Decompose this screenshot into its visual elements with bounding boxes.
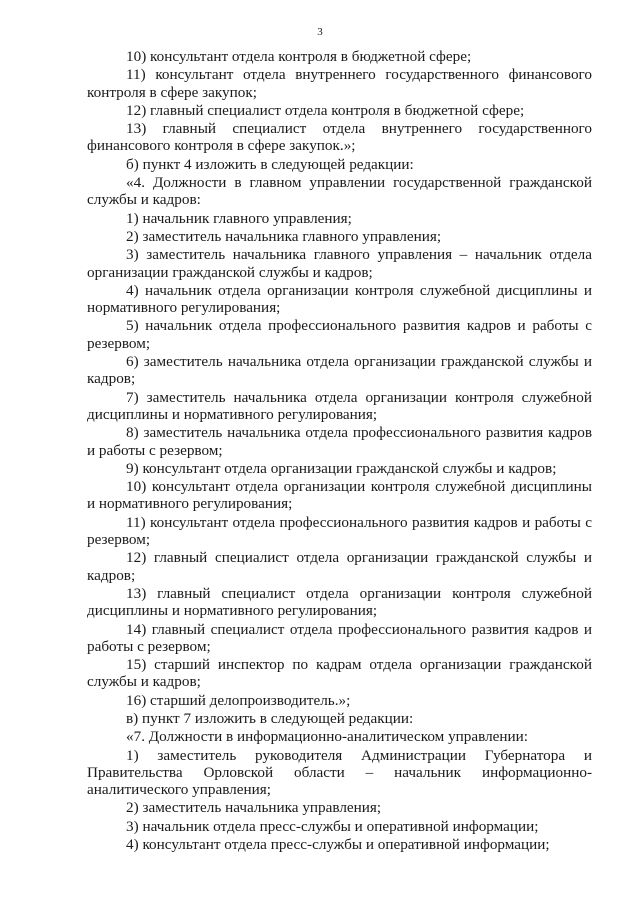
paragraph: 11) консультант отдела профессионального развития кадров и работы с резервом; bbox=[87, 513, 592, 549]
paragraph: б) пункт 4 изложить в следующей редакции: bbox=[126, 155, 414, 173]
paragraph: 1) заместитель руководителя Администрации Губернатора и Правительства Орловской области – начальник информационно-аналитического управления; bbox=[87, 746, 592, 799]
paragraph: 9) консультант отдела организации гражданской службы и кадров; bbox=[126, 459, 557, 477]
paragraph: 7) заместитель начальника отдела организации контроля служебной дисциплины и нормативного регулирования; bbox=[87, 388, 592, 423]
paragraph: 16) старший делопроизводитель.»; bbox=[126, 691, 351, 709]
paragraph: 12) главный специалист отдела организации гражданской службы и кадров; bbox=[87, 549, 592, 584]
paragraph: 12) главный специалист отдела контроля в бюджетной сфере; bbox=[126, 101, 525, 119]
paragraph: 11) консультант отдела внутреннего государственного финансового контроля в сфере закупок; bbox=[87, 66, 592, 101]
paragraph: 15) старший инспектор по кадрам отдела организации гражданской службы и кадров; bbox=[87, 656, 592, 691]
paragraph: «7. Должности в информационно-аналитическом управлении: bbox=[126, 728, 529, 746]
paragraph: 10) консультант отдела организации контроля служебной дисциплины и нормативного регулирования; bbox=[87, 478, 592, 513]
paragraph: 8) заместитель начальника отдела профессионального развития кадров и работы с резервом; bbox=[87, 424, 592, 459]
paragraph: 2) заместитель начальника управления; bbox=[126, 799, 382, 817]
document-body bbox=[87, 48, 592, 854]
paragraph: 10) консультант отдела контроля в бюджетной сфере; bbox=[126, 48, 472, 65]
paragraph: 5) начальник отдела профессионального развития кадров и работы с резервом; bbox=[87, 317, 592, 352]
paragraph: 1) начальник главного управления; bbox=[126, 209, 352, 227]
paragraph: 2) заместитель начальника главного управления; bbox=[126, 227, 442, 245]
paragraph: 3) начальник отдела пресс-службы и оперативной информации; bbox=[126, 817, 539, 835]
paragraph: 6) заместитель начальника отдела организации гражданской службы и кадров; bbox=[87, 353, 592, 388]
paragraph: «4. Должности в главном управлении государственной гражданской службы и кадров: bbox=[87, 174, 592, 209]
page-number: 3 bbox=[317, 26, 323, 38]
paragraph: 4) консультант отдела пресс-службы и оперативной информации; bbox=[126, 836, 550, 854]
paragraph: 14) главный специалист отдела профессионального развития кадров и работы с резервом; bbox=[87, 620, 592, 655]
paragraph: в) пункт 7 изложить в следующей редакции: bbox=[126, 709, 414, 727]
paragraph: 13) главный специалист отдела внутреннего государственного финансового контроля в сфере закупок.»; bbox=[87, 120, 592, 155]
paragraph: 4) начальник отдела организации контроля служебной дисциплины и нормативного регулирования; bbox=[87, 281, 592, 317]
paragraph: 3) заместитель начальника главного управления – начальник отдела организации гражданской службы и кадров; bbox=[87, 246, 592, 281]
paragraph: 13) главный специалист отдела организации контроля служебной дисциплины и нормативного регулирования; bbox=[87, 584, 592, 620]
